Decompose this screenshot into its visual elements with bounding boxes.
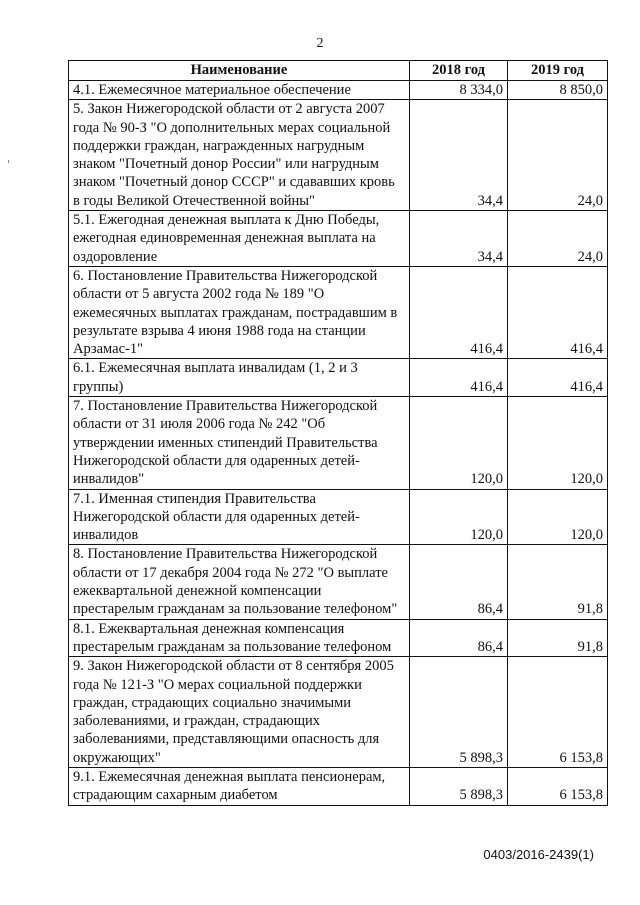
row-name: 7.1. Именная стипендия Правительства Нижегородской области для одаренных детей-инвалидов <box>69 489 410 545</box>
row-name: 8.1. Ежеквартальная денежная компенсация престарелым гражданам за пользование телефоном <box>69 619 410 657</box>
row-value-2019: 416,4 <box>508 359 608 397</box>
row-value-2018: 416,4 <box>410 359 508 397</box>
table-row <box>69 619 608 657</box>
row-value-2018: 416,4 <box>410 266 508 358</box>
table-row <box>69 545 608 619</box>
row-value-2019: 91,8 <box>508 619 608 657</box>
row-value-2018: 34,4 <box>410 100 508 211</box>
row-name: 9.1. Ежемесячная денежная выплата пенсионерам, страдающим сахарным диабетом <box>69 767 410 805</box>
row-name: 4.1. Ежемесячное материальное обеспечение <box>69 81 410 100</box>
row-value-2019: 120,0 <box>508 397 608 489</box>
row-name: 6.1. Ежемесячная выплата инвалидам (1, 2 и 3 группы) <box>69 359 410 397</box>
margin-mark <box>8 160 9 163</box>
table-row <box>69 397 608 489</box>
column-header-2018: 2018 год <box>410 61 508 81</box>
table-row <box>69 657 608 768</box>
column-header-name: Наименование <box>69 61 410 81</box>
table-row <box>69 359 608 397</box>
row-value-2018: 120,0 <box>410 397 508 489</box>
row-name: 7. Постановление Правительства Нижегородской области от 31 июля 2006 года № 242 "Об утверждении именных стипендий Правительства Нижегородской области для одаренных детей-инвалидов" <box>69 397 410 489</box>
row-value-2019: 120,0 <box>508 489 608 545</box>
table-row <box>69 266 608 358</box>
table-row <box>69 81 608 100</box>
column-header-2019: 2019 год <box>508 61 608 81</box>
row-value-2019: 6 153,8 <box>508 767 608 805</box>
row-value-2018: 34,4 <box>410 211 508 267</box>
row-value-2018: 86,4 <box>410 545 508 619</box>
row-name: 8. Постановление Правительства Нижегородской области от 17 декабря 2004 года № 272 "О выплате ежеквартальной денежной компенсации престарелым гражданам за пользование телефоном" <box>69 545 410 619</box>
row-value-2019: 24,0 <box>508 100 608 211</box>
row-value-2018: 5 898,3 <box>410 657 508 768</box>
row-name: 6. Постановление Правительства Нижегородской области от 5 августа 2002 года № 189 "О ежемесячных выплатах гражданам, пострадавшим в результате взрыва 4 июня 1988 года на станции Арзамас-1" <box>69 266 410 358</box>
row-name: 5. Закон Нижегородской области от 2 августа 2007 года № 90-З "О дополнительных мерах социальной поддержки граждан, награжденных нагрудным знаком "Почетный донор России" или нагрудным знаком "Почетный донор СССР" и сдававших кровь в годы Великой Отечественной войны" <box>69 100 410 211</box>
row-name: 9. Закон Нижегородской области от 8 сентября 2005 года № 121-З "О мерах социальной поддержки граждан, страдающих социально значимыми заболеваниями, и граждан, страдающих заболеваниями, представляющими опасность для окружающих" <box>69 657 410 768</box>
row-value-2019: 8 850,0 <box>508 81 608 100</box>
row-value-2018: 86,4 <box>410 619 508 657</box>
row-name: 5.1. Ежегодная денежная выплата к Дню Победы, ежегодная единовременная денежная выплата на оздоровление <box>69 211 410 267</box>
page-number: 2 <box>316 36 324 51</box>
row-value-2019: 24,0 <box>508 211 608 267</box>
table-header-row <box>69 61 608 81</box>
table-row <box>69 211 608 267</box>
table-row <box>69 767 608 805</box>
table-row <box>69 489 608 545</box>
document-code: 0403/2016-2439(1) <box>483 847 594 862</box>
row-value-2019: 6 153,8 <box>508 657 608 768</box>
row-value-2018: 5 898,3 <box>410 767 508 805</box>
table-row <box>69 100 608 211</box>
row-value-2019: 416,4 <box>508 266 608 358</box>
row-value-2019: 91,8 <box>508 545 608 619</box>
budget-table <box>68 60 608 806</box>
row-value-2018: 8 334,0 <box>410 81 508 100</box>
row-value-2018: 120,0 <box>410 489 508 545</box>
